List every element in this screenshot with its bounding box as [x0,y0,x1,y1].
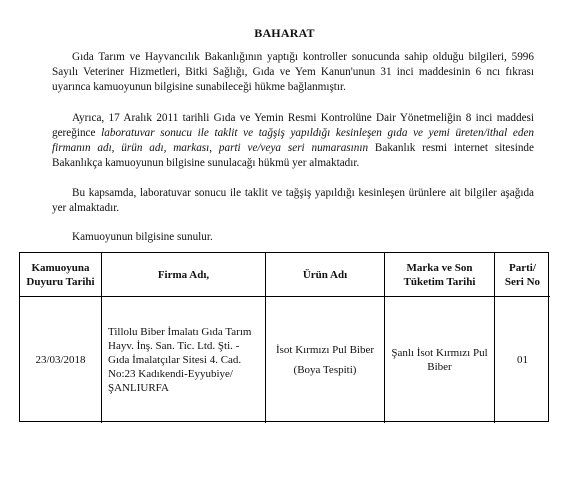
product-block [276,343,374,377]
document-title: BAHARAT [254,26,315,40]
cell-firm: Tillolu Biber İmalatı Gıda Tarım Hayv. İnş. San. Tic. Ltd. Şti. -Gıda İmalatçılar Sitesi 4. Cad. No:23 Kadıkendi-Eyyubiye/ŞANLIURFA [102,297,266,423]
header-date: Kamuoyuna Duyuru Tarihi [20,253,102,297]
paragraph-2-italic: laboratuvar sonucu ile taklit ve tağşiş yapıldığı kesinleşen gıda ve yemi üreten/ithal eden firmanın adı, ürün adı, markası, parti ve/veya seri numarasının [52,127,534,154]
paragraph-1-text: Gıda Tarım ve Hayvancılık Bakanlığının yaptığı kontroller sonucunda sahip olduğu bilgileri, 5996 Sayılı Veteriner Hizmetleri, Bitki Sağlığı, Gıda ve Yem Kanun'unun 31 inci maddesinin 6 ncı fıkrası uyarınca kamuoyunun bilgisine sunabileceği hükme bağlanmıştır. [52,51,534,93]
paragraph-1 [52,50,534,95]
cell-date: 23/03/2018 [20,297,102,423]
paragraph-2-end: Bakanlık resmi internet sitesinde Bakanlıkça kamuoyunun bilgisine sunulacağı hükmü yer almaktadır. [52,142,534,169]
header-firm: Firma Adı, [102,253,266,297]
recall-table [19,252,549,422]
paragraph-3-text: Bu kapsamda, laboratuvar sonucu ile taklit ve tağşiş yapıldığı kesinleşen ürünlere ait bilgiler aşağıda yer almaktadır. [52,187,534,214]
header-brand: Marka ve Son Tüketim Tarihi [385,253,495,297]
cell-lot: 01 [517,354,528,366]
paragraph-2 [52,111,534,171]
product-name: İsot Kırmızı Pul Biber [275,344,375,356]
header-product: Ürün Adı [266,253,385,297]
product-note: (Boya Tespiti) [293,364,357,376]
cell-brand: Şanlı İsot Kırmızı Pul Biber [385,297,495,423]
paragraph-3 [52,186,534,216]
header-lot: Parti/ Seri No [495,253,550,297]
paragraph-2-start: Ayrıca, 17 Aralık 2011 tarihli Gıda ve Yemin Resmi Kontrolüne Dair Yönetmeliğin 8 inci maddesi gereğince [52,112,534,139]
paragraph-4 [52,230,534,245]
cell-product [266,297,385,423]
paragraph-4-text: Kamuoyunun bilgisine sunulur. [72,231,213,243]
